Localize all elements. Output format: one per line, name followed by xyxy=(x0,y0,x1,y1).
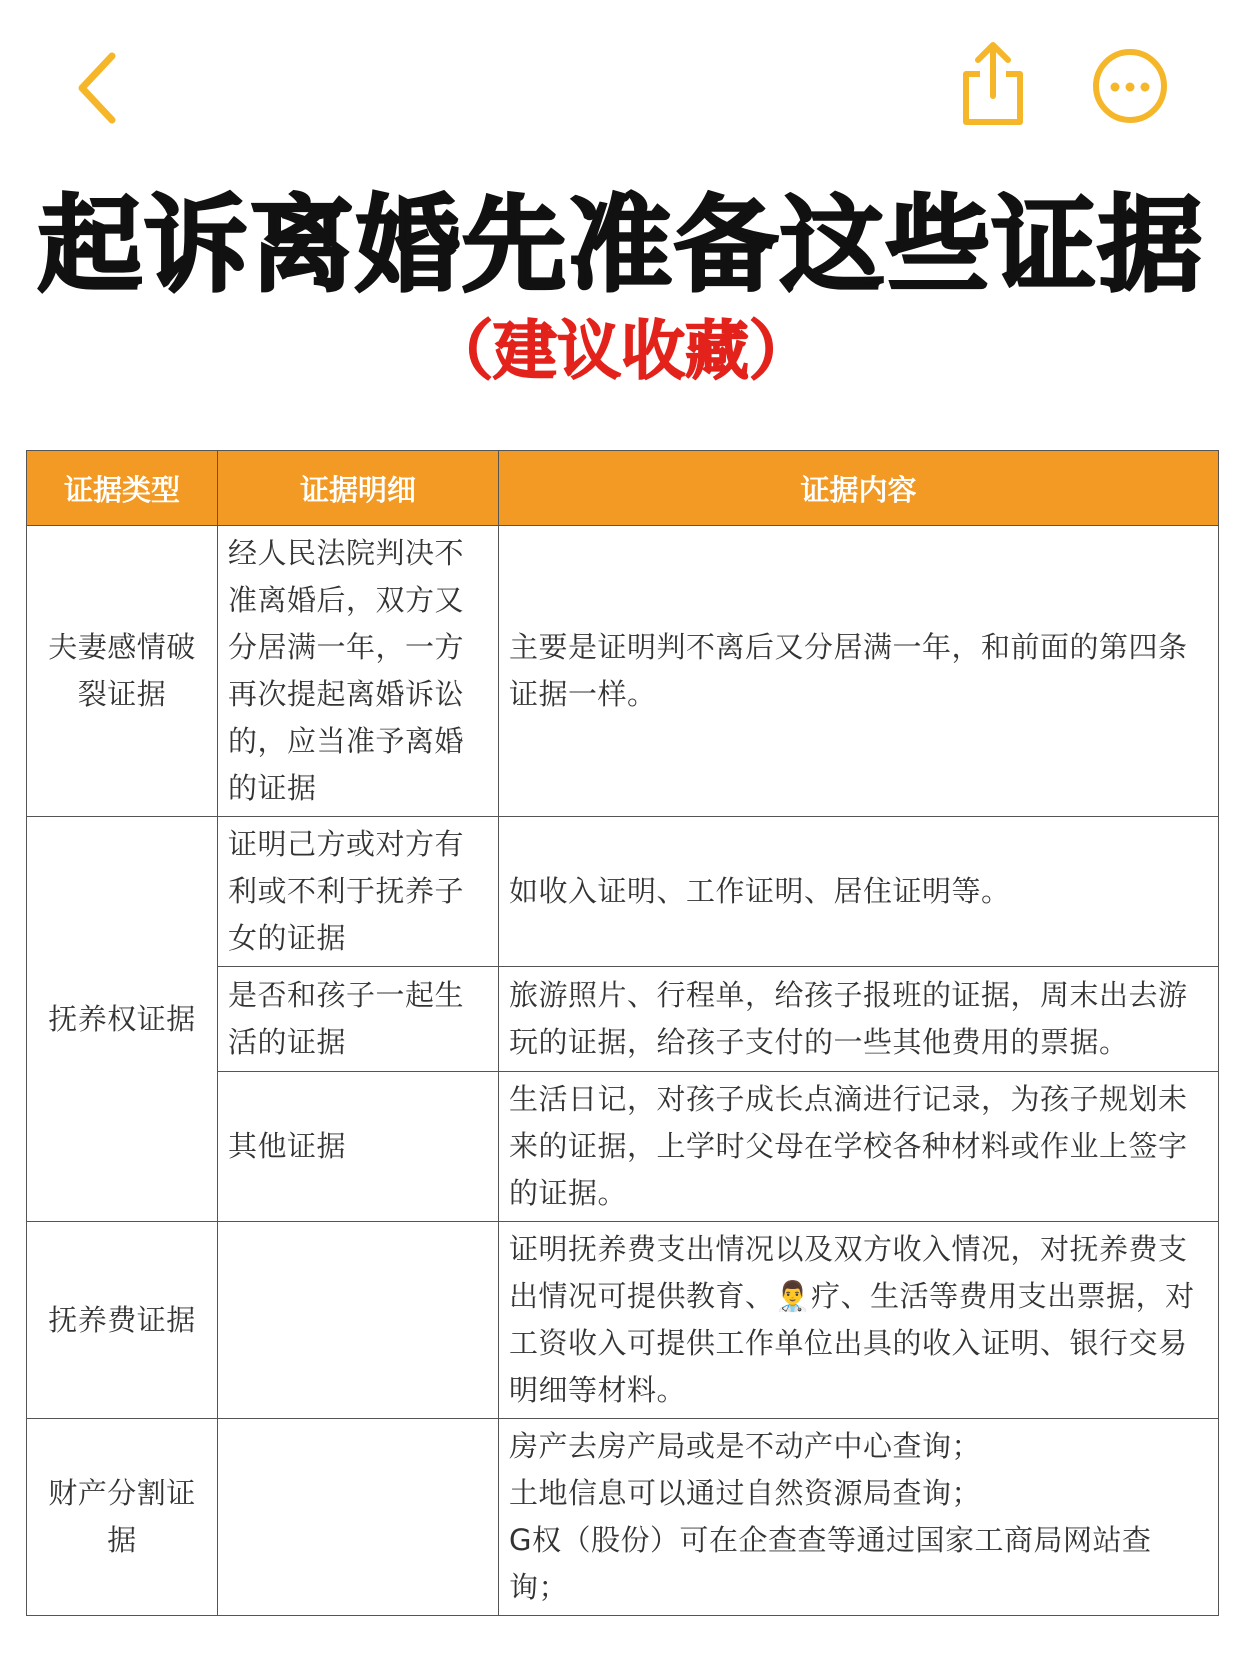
evidence-content-cell: 主要是证明判不离后又分居满一年，和前面的第四条证据一样。 xyxy=(499,526,1219,817)
evidence-content-cell xyxy=(499,1419,1219,1616)
table-row xyxy=(27,1222,1219,1419)
table-row xyxy=(27,1419,1219,1616)
column-header-content: 证据内容 xyxy=(499,451,1219,526)
back-button[interactable] xyxy=(72,48,132,128)
evidence-content-cell: 证明抚养费支出情况以及双方收入情况，对抚养费支出情况可提供教育、👨‍⚕️疗、生活等费用支出票据，对工资收入可提供工作单位出具的收入证明、银行交易明细等材料。 xyxy=(499,1222,1219,1419)
content-line: 房产去房产局或是不动产中心查询； xyxy=(509,1429,982,1463)
evidence-content-cell: 旅游照片、行程单，给孩子报班的证据，周末出去游玩的证据，给孩子支付的一些其他费用的票据。 xyxy=(499,967,1219,1072)
evidence-type-cell: 抚养权证据 xyxy=(27,817,218,1222)
share-icon xyxy=(958,40,1028,128)
more-options-button[interactable] xyxy=(1090,46,1170,126)
evidence-type-cell: 夫妻感情破裂证据 xyxy=(27,526,218,817)
chevron-left-icon xyxy=(72,48,132,128)
page-title: 起诉离婚先准备这些证据 xyxy=(37,184,1204,306)
evidence-detail-cell: 是否和孩子一起生活的证据 xyxy=(218,967,499,1072)
content-line: 土地信息可以通过自然资源局查询； xyxy=(509,1476,982,1510)
column-header-detail: 证据明细 xyxy=(218,451,499,526)
evidence-detail-cell: 证明己方或对方有利或不利于抚养子女的证据 xyxy=(218,817,499,967)
evidence-detail-cell xyxy=(218,1222,499,1419)
evidence-table xyxy=(26,450,1219,1616)
table-header-row xyxy=(27,451,1219,526)
evidence-detail-cell xyxy=(218,1419,499,1616)
content-line: G权（股份）可在企查查等通过国家工商局网站查询； xyxy=(509,1523,1152,1604)
share-button[interactable] xyxy=(958,40,1028,128)
evidence-detail-cell: 经人民法院判决不准离婚后，双方又分居满一年，一方再次提起离婚诉讼的，应当准予离婚的证据 xyxy=(218,526,499,817)
evidence-content-cell: 如收入证明、工作证明、居住证明等。 xyxy=(499,817,1219,967)
evidence-content-cell: 生活日记，对孩子成长点滴进行记录，为孩子规划未来的证据，上学时父母在学校各种材料或作业上签字的证据。 xyxy=(499,1072,1219,1222)
evidence-type-cell: 抚养费证据 xyxy=(27,1222,218,1419)
evidence-detail-cell: 其他证据 xyxy=(218,1072,499,1222)
table-row xyxy=(27,817,1219,967)
page-subtitle: （建议收藏） xyxy=(429,315,813,389)
top-navigation-bar xyxy=(0,0,1242,180)
table-row xyxy=(27,526,1219,817)
evidence-type-cell: 财产分割证据 xyxy=(27,1419,218,1616)
column-header-type: 证据类型 xyxy=(27,451,218,526)
more-horizontal-icon xyxy=(1090,46,1170,126)
